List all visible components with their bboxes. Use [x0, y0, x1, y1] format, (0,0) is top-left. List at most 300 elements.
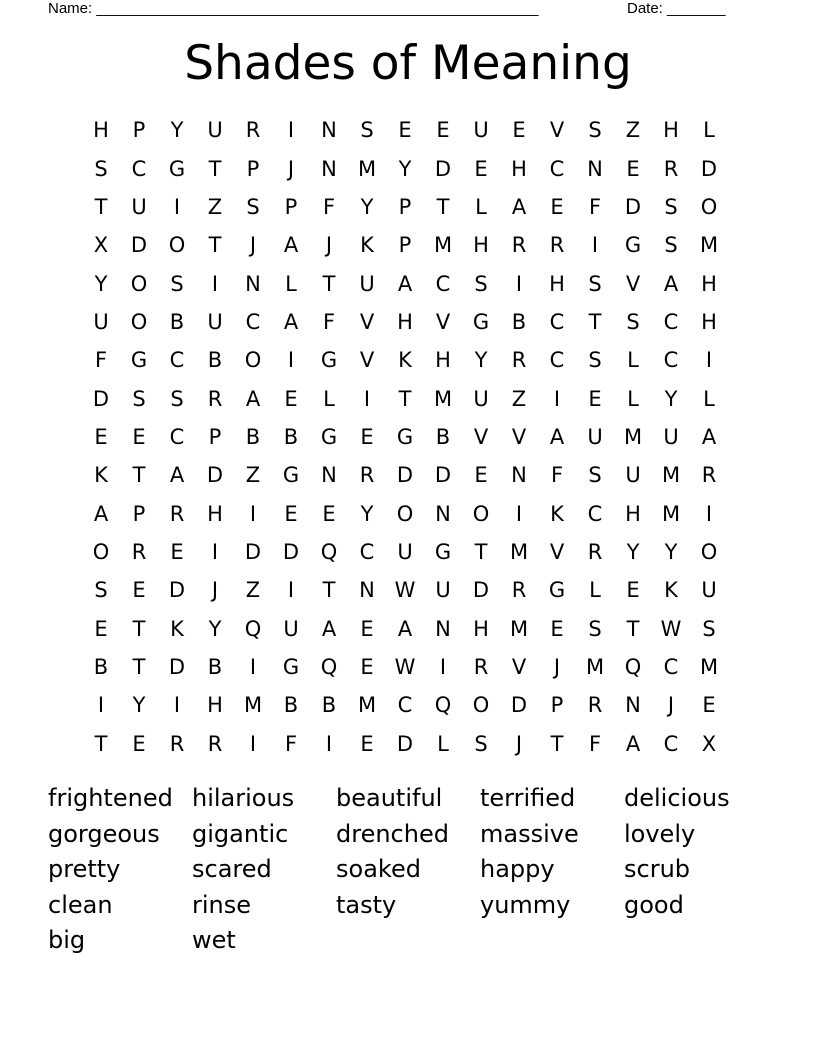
- grid-letter[interactable]: R: [511, 578, 527, 603]
- grid-letter[interactable]: M: [661, 463, 681, 488]
- grid-letter[interactable]: F: [550, 463, 564, 488]
- grid-letter[interactable]: V: [473, 424, 489, 449]
- grid-letter[interactable]: U: [93, 309, 109, 334]
- grid-letter[interactable]: O: [130, 271, 148, 296]
- grid-letter[interactable]: S: [588, 348, 602, 373]
- grid-letter[interactable]: H: [625, 501, 641, 526]
- grid-letter[interactable]: C: [549, 348, 565, 373]
- grid-letter[interactable]: I: [249, 654, 257, 679]
- grid-letter[interactable]: P: [398, 233, 412, 258]
- grid-letter[interactable]: K: [170, 616, 184, 641]
- grid-letter[interactable]: N: [359, 578, 375, 603]
- grid-letter[interactable]: V: [359, 309, 375, 334]
- grid-letter[interactable]: I: [173, 693, 181, 718]
- grid-letter[interactable]: B: [93, 654, 109, 679]
- grid-letter[interactable]: M: [433, 386, 453, 411]
- grid-letter[interactable]: C: [549, 156, 565, 181]
- grid-letter[interactable]: D: [168, 654, 186, 679]
- grid-letter[interactable]: G: [168, 156, 186, 181]
- letter-grid[interactable]: [82, 111, 728, 763]
- word-bank-item: terrified: [480, 784, 576, 812]
- grid-letter[interactable]: G: [434, 539, 452, 564]
- grid-letter[interactable]: S: [474, 731, 488, 756]
- grid-letter[interactable]: Y: [474, 348, 488, 373]
- grid-letter[interactable]: I: [591, 233, 599, 258]
- grid-letter[interactable]: A: [245, 386, 261, 411]
- grid-letter[interactable]: E: [284, 386, 298, 411]
- grid-letter[interactable]: S: [588, 271, 602, 296]
- grid-letter[interactable]: M: [623, 424, 643, 449]
- grid-letter[interactable]: C: [663, 731, 679, 756]
- grid-letter[interactable]: R: [131, 539, 147, 564]
- grid-letter[interactable]: M: [509, 539, 529, 564]
- grid-letter[interactable]: I: [173, 194, 181, 219]
- grid-letter[interactable]: G: [320, 348, 338, 373]
- grid-letter[interactable]: C: [397, 693, 413, 718]
- grid-letter[interactable]: A: [397, 616, 413, 641]
- grid-letter[interactable]: P: [132, 118, 146, 143]
- grid-letter[interactable]: R: [473, 654, 489, 679]
- grid-letter[interactable]: I: [705, 501, 713, 526]
- grid-letter[interactable]: H: [663, 118, 679, 143]
- grid-letter[interactable]: A: [549, 424, 565, 449]
- grid-letter[interactable]: S: [588, 118, 602, 143]
- grid-letter[interactable]: E: [360, 424, 374, 449]
- grid-letter[interactable]: C: [435, 271, 451, 296]
- grid-letter[interactable]: T: [132, 654, 146, 679]
- grid-letter[interactable]: J: [515, 731, 523, 756]
- grid-letter[interactable]: U: [473, 118, 489, 143]
- grid-letter[interactable]: S: [94, 578, 108, 603]
- grid-letter[interactable]: S: [170, 271, 184, 296]
- grid-letter[interactable]: D: [282, 539, 300, 564]
- grid-letter[interactable]: Y: [664, 386, 678, 411]
- grid-letter[interactable]: I: [287, 118, 295, 143]
- grid-letter[interactable]: H: [473, 616, 489, 641]
- grid-letter[interactable]: C: [587, 501, 603, 526]
- grid-letter[interactable]: G: [282, 463, 300, 488]
- grid-letter[interactable]: B: [207, 348, 223, 373]
- grid-letter[interactable]: W: [660, 616, 682, 641]
- grid-letter[interactable]: G: [624, 233, 642, 258]
- grid-letter[interactable]: L: [323, 386, 335, 411]
- grid-letter[interactable]: O: [92, 539, 110, 564]
- grid-letter[interactable]: J: [249, 233, 257, 258]
- grid-letter[interactable]: R: [511, 233, 527, 258]
- grid-letter[interactable]: T: [550, 731, 564, 756]
- grid-letter[interactable]: L: [627, 386, 639, 411]
- grid-letter[interactable]: R: [169, 501, 185, 526]
- grid-letter[interactable]: L: [703, 118, 715, 143]
- grid-letter[interactable]: Y: [626, 539, 640, 564]
- grid-letter[interactable]: R: [207, 386, 223, 411]
- name-field[interactable]: Name: _____________________________________________________: [48, 0, 539, 17]
- grid-letter[interactable]: E: [360, 616, 374, 641]
- grid-letter[interactable]: M: [699, 654, 719, 679]
- grid-letter[interactable]: X: [93, 233, 109, 258]
- grid-letter[interactable]: P: [246, 156, 260, 181]
- grid-letter[interactable]: E: [474, 463, 488, 488]
- grid-letter[interactable]: Y: [170, 118, 184, 143]
- grid-letter[interactable]: A: [701, 424, 717, 449]
- grid-letter[interactable]: U: [587, 424, 603, 449]
- grid-letter[interactable]: F: [322, 194, 336, 219]
- grid-letter[interactable]: U: [131, 194, 147, 219]
- grid-letter[interactable]: N: [321, 118, 337, 143]
- grid-letter[interactable]: S: [702, 616, 716, 641]
- grid-letter[interactable]: J: [287, 156, 295, 181]
- grid-letter[interactable]: M: [661, 501, 681, 526]
- grid-letter[interactable]: S: [170, 386, 184, 411]
- grid-letter[interactable]: C: [131, 156, 147, 181]
- grid-letter[interactable]: H: [207, 693, 223, 718]
- grid-letter[interactable]: H: [549, 271, 565, 296]
- grid-letter[interactable]: P: [132, 501, 146, 526]
- grid-letter[interactable]: R: [207, 731, 223, 756]
- grid-letter[interactable]: R: [587, 693, 603, 718]
- grid-letter[interactable]: Y: [132, 693, 146, 718]
- grid-letter[interactable]: F: [94, 348, 108, 373]
- word-bank-item: soaked: [336, 855, 421, 883]
- grid-letter[interactable]: E: [360, 731, 374, 756]
- grid-letter[interactable]: R: [663, 156, 679, 181]
- grid-letter[interactable]: O: [472, 501, 490, 526]
- grid-letter[interactable]: T: [322, 578, 336, 603]
- grid-letter[interactable]: G: [282, 654, 300, 679]
- grid-letter[interactable]: T: [398, 386, 412, 411]
- grid-letter[interactable]: R: [245, 118, 261, 143]
- grid-letter[interactable]: S: [94, 156, 108, 181]
- grid-letter[interactable]: U: [283, 616, 299, 641]
- grid-letter[interactable]: C: [549, 309, 565, 334]
- grid-letter[interactable]: U: [359, 271, 375, 296]
- grid-letter[interactable]: M: [357, 156, 377, 181]
- grid-letter[interactable]: G: [396, 424, 414, 449]
- grid-letter[interactable]: E: [94, 424, 108, 449]
- grid-letter[interactable]: D: [92, 386, 110, 411]
- grid-letter[interactable]: E: [132, 424, 146, 449]
- grid-letter[interactable]: V: [549, 539, 565, 564]
- grid-letter[interactable]: U: [625, 463, 641, 488]
- grid-letter[interactable]: D: [396, 731, 414, 756]
- grid-letter[interactable]: T: [208, 156, 222, 181]
- grid-letter[interactable]: E: [512, 118, 526, 143]
- grid-letter[interactable]: J: [325, 233, 333, 258]
- grid-row: [82, 609, 728, 647]
- grid-letter[interactable]: E: [474, 156, 488, 181]
- grid-letter[interactable]: H: [701, 309, 717, 334]
- grid-letter[interactable]: Q: [434, 693, 452, 718]
- grid-letter[interactable]: E: [550, 616, 564, 641]
- grid-letter[interactable]: S: [360, 118, 374, 143]
- grid-letter[interactable]: J: [667, 693, 675, 718]
- grid-letter[interactable]: R: [359, 463, 375, 488]
- grid-letter[interactable]: T: [94, 731, 108, 756]
- grid-letter[interactable]: N: [587, 156, 603, 181]
- grid-letter[interactable]: Z: [511, 386, 527, 411]
- grid-letter[interactable]: X: [701, 731, 717, 756]
- grid-letter[interactable]: K: [398, 348, 412, 373]
- grid-letter[interactable]: Z: [245, 463, 261, 488]
- grid-letter[interactable]: I: [287, 578, 295, 603]
- grid-letter[interactable]: E: [626, 156, 640, 181]
- grid-letter[interactable]: L: [589, 578, 601, 603]
- grid-letter[interactable]: U: [701, 578, 717, 603]
- grid-letter[interactable]: I: [705, 348, 713, 373]
- grid-letter[interactable]: D: [472, 578, 490, 603]
- grid-letter[interactable]: C: [663, 654, 679, 679]
- grid-letter[interactable]: L: [475, 194, 487, 219]
- grid-letter[interactable]: I: [515, 501, 523, 526]
- grid-letter[interactable]: N: [245, 271, 261, 296]
- grid-letter[interactable]: U: [397, 539, 413, 564]
- grid-letter[interactable]: S: [474, 271, 488, 296]
- grid-letter[interactable]: B: [511, 309, 527, 334]
- grid-letter[interactable]: M: [585, 654, 605, 679]
- grid-letter[interactable]: S: [588, 463, 602, 488]
- grid-letter[interactable]: N: [435, 501, 451, 526]
- grid-letter[interactable]: A: [93, 501, 109, 526]
- grid-letter[interactable]: Z: [207, 194, 223, 219]
- grid-letter[interactable]: I: [249, 731, 257, 756]
- grid-letter[interactable]: T: [322, 271, 336, 296]
- grid-letter[interactable]: N: [321, 463, 337, 488]
- grid-letter[interactable]: Y: [360, 501, 374, 526]
- grid-letter[interactable]: C: [169, 424, 185, 449]
- grid-letter[interactable]: D: [168, 578, 186, 603]
- grid-letter[interactable]: S: [626, 309, 640, 334]
- grid-letter[interactable]: V: [549, 118, 565, 143]
- grid-letter[interactable]: I: [363, 386, 371, 411]
- grid-letter[interactable]: O: [396, 501, 414, 526]
- grid-letter[interactable]: O: [130, 309, 148, 334]
- grid-letter[interactable]: A: [397, 271, 413, 296]
- grid-letter[interactable]: U: [207, 118, 223, 143]
- grid-letter[interactable]: Y: [398, 156, 412, 181]
- grid-letter[interactable]: H: [397, 309, 413, 334]
- grid-letter[interactable]: N: [321, 156, 337, 181]
- grid-letter[interactable]: K: [664, 578, 678, 603]
- grid-row: [82, 303, 728, 341]
- grid-letter[interactable]: T: [132, 463, 146, 488]
- grid-letter[interactable]: M: [433, 233, 453, 258]
- grid-letter[interactable]: E: [550, 194, 564, 219]
- grid-letter[interactable]: C: [663, 348, 679, 373]
- grid-letter[interactable]: V: [435, 309, 451, 334]
- grid-letter[interactable]: F: [284, 731, 298, 756]
- grid-letter[interactable]: V: [625, 271, 641, 296]
- grid-letter[interactable]: Q: [320, 539, 338, 564]
- grid-letter[interactable]: V: [511, 424, 527, 449]
- grid-letter[interactable]: E: [94, 616, 108, 641]
- grid-letter[interactable]: D: [206, 463, 224, 488]
- grid-letter[interactable]: H: [473, 233, 489, 258]
- grid-letter[interactable]: L: [703, 386, 715, 411]
- grid-letter[interactable]: A: [511, 194, 527, 219]
- grid-letter[interactable]: W: [394, 654, 416, 679]
- grid-letter[interactable]: Y: [664, 539, 678, 564]
- grid-letter[interactable]: P: [208, 424, 222, 449]
- grid-letter[interactable]: B: [207, 654, 223, 679]
- grid-letter[interactable]: C: [169, 348, 185, 373]
- grid-letter[interactable]: D: [434, 156, 452, 181]
- grid-letter[interactable]: B: [321, 693, 337, 718]
- grid-letter[interactable]: S: [246, 194, 260, 219]
- grid-letter[interactable]: E: [360, 654, 374, 679]
- grid-row: [82, 149, 728, 187]
- grid-letter[interactable]: G: [320, 424, 338, 449]
- grid-letter[interactable]: R: [587, 539, 603, 564]
- grid-letter[interactable]: V: [511, 654, 527, 679]
- grid-letter[interactable]: U: [435, 578, 451, 603]
- grid-letter[interactable]: W: [394, 578, 416, 603]
- grid-letter[interactable]: E: [284, 501, 298, 526]
- grid-letter[interactable]: O: [700, 539, 718, 564]
- grid-letter[interactable]: Y: [208, 616, 222, 641]
- grid-letter[interactable]: E: [322, 501, 336, 526]
- grid-letter[interactable]: G: [472, 309, 490, 334]
- grid-letter[interactable]: A: [283, 309, 299, 334]
- grid-letter[interactable]: D: [244, 539, 262, 564]
- date-field[interactable]: Date: _______: [627, 0, 726, 17]
- grid-letter[interactable]: H: [207, 501, 223, 526]
- grid-letter[interactable]: A: [625, 731, 641, 756]
- grid-letter[interactable]: J: [211, 578, 219, 603]
- grid-letter[interactable]: D: [434, 463, 452, 488]
- grid-letter[interactable]: E: [132, 578, 146, 603]
- grid-letter[interactable]: I: [325, 731, 333, 756]
- grid-letter[interactable]: D: [624, 194, 642, 219]
- grid-letter[interactable]: B: [283, 424, 299, 449]
- grid-letter[interactable]: H: [93, 118, 109, 143]
- grid-letter[interactable]: E: [702, 693, 716, 718]
- grid-letter[interactable]: A: [663, 271, 679, 296]
- grid-letter[interactable]: T: [626, 616, 640, 641]
- grid-letter[interactable]: N: [435, 616, 451, 641]
- grid-letter[interactable]: I: [287, 348, 295, 373]
- grid-letter[interactable]: I: [97, 693, 105, 718]
- grid-letter[interactable]: P: [550, 693, 564, 718]
- grid-letter[interactable]: P: [284, 194, 298, 219]
- grid-letter[interactable]: I: [553, 386, 561, 411]
- grid-letter[interactable]: N: [625, 693, 641, 718]
- grid-letter[interactable]: E: [626, 578, 640, 603]
- grid-letter[interactable]: G: [130, 348, 148, 373]
- grid-letter[interactable]: T: [94, 194, 108, 219]
- page-title: Shades of Meaning: [184, 36, 632, 91]
- grid-letter[interactable]: L: [285, 271, 297, 296]
- grid-letter[interactable]: Z: [245, 578, 261, 603]
- grid-letter[interactable]: B: [245, 424, 261, 449]
- grid-letter[interactable]: O: [168, 233, 186, 258]
- grid-letter[interactable]: K: [94, 463, 108, 488]
- grid-letter[interactable]: Y: [94, 271, 108, 296]
- grid-letter[interactable]: T: [132, 616, 146, 641]
- grid-letter[interactable]: A: [283, 233, 299, 258]
- grid-letter[interactable]: H: [511, 156, 527, 181]
- grid-letter[interactable]: H: [435, 348, 451, 373]
- grid-letter[interactable]: U: [663, 424, 679, 449]
- grid-letter[interactable]: V: [359, 348, 375, 373]
- grid-letter[interactable]: L: [627, 348, 639, 373]
- grid-letter[interactable]: Q: [624, 654, 642, 679]
- grid-letter[interactable]: R: [549, 233, 565, 258]
- grid-letter[interactable]: F: [322, 309, 336, 334]
- grid-letter[interactable]: A: [169, 463, 185, 488]
- grid-letter[interactable]: E: [588, 386, 602, 411]
- grid-letter[interactable]: U: [207, 309, 223, 334]
- grid-letter[interactable]: O: [700, 194, 718, 219]
- grid-letter[interactable]: B: [169, 309, 185, 334]
- grid-letter[interactable]: B: [435, 424, 451, 449]
- grid-letter[interactable]: D: [510, 693, 528, 718]
- grid-letter[interactable]: Z: [625, 118, 641, 143]
- grid-letter[interactable]: T: [208, 233, 222, 258]
- grid-letter[interactable]: M: [509, 616, 529, 641]
- grid-letter[interactable]: C: [245, 309, 261, 334]
- grid-letter[interactable]: S: [664, 233, 678, 258]
- grid-letter[interactable]: O: [472, 693, 490, 718]
- grid-letter[interactable]: S: [132, 386, 146, 411]
- grid-letter[interactable]: R: [169, 731, 185, 756]
- grid-letter[interactable]: E: [436, 118, 450, 143]
- grid-letter[interactable]: D: [130, 233, 148, 258]
- grid-letter[interactable]: T: [474, 539, 488, 564]
- grid-letter[interactable]: I: [211, 271, 219, 296]
- grid-letter[interactable]: J: [553, 654, 561, 679]
- grid-row: [82, 533, 728, 571]
- grid-letter[interactable]: M: [699, 233, 719, 258]
- grid-letter[interactable]: M: [243, 693, 263, 718]
- grid-letter[interactable]: S: [664, 194, 678, 219]
- grid-letter[interactable]: C: [359, 539, 375, 564]
- grid-letter[interactable]: K: [550, 501, 564, 526]
- grid-letter[interactable]: I: [211, 539, 219, 564]
- grid-letter[interactable]: L: [437, 731, 449, 756]
- grid-letter[interactable]: R: [511, 348, 527, 373]
- word-bank-item: yummy: [480, 890, 571, 919]
- grid-letter[interactable]: Q: [320, 654, 338, 679]
- grid-letter[interactable]: I: [249, 501, 257, 526]
- grid-letter[interactable]: I: [439, 654, 447, 679]
- grid-letter[interactable]: O: [244, 348, 262, 373]
- grid-letter[interactable]: D: [396, 463, 414, 488]
- grid-letter[interactable]: E: [398, 118, 412, 143]
- grid-letter[interactable]: H: [701, 271, 717, 296]
- grid-letter[interactable]: E: [170, 539, 184, 564]
- grid-letter[interactable]: S: [588, 616, 602, 641]
- grid-letter[interactable]: F: [588, 194, 602, 219]
- grid-letter[interactable]: T: [588, 309, 602, 334]
- grid-letter[interactable]: M: [357, 693, 377, 718]
- grid-letter[interactable]: E: [132, 731, 146, 756]
- grid-letter[interactable]: P: [398, 194, 412, 219]
- grid-letter[interactable]: Q: [244, 616, 262, 641]
- grid-letter[interactable]: T: [436, 194, 450, 219]
- grid-letter[interactable]: C: [663, 309, 679, 334]
- grid-letter[interactable]: F: [588, 731, 602, 756]
- grid-letter[interactable]: B: [283, 693, 299, 718]
- grid-letter[interactable]: D: [700, 156, 718, 181]
- grid-letter[interactable]: A: [321, 616, 337, 641]
- grid-letter[interactable]: N: [511, 463, 527, 488]
- grid-letter[interactable]: U: [473, 386, 489, 411]
- grid-letter[interactable]: R: [701, 463, 717, 488]
- grid-letter[interactable]: I: [515, 271, 523, 296]
- grid-letter[interactable]: K: [360, 233, 374, 258]
- grid-letter[interactable]: G: [548, 578, 566, 603]
- grid-letter[interactable]: Y: [360, 194, 374, 219]
